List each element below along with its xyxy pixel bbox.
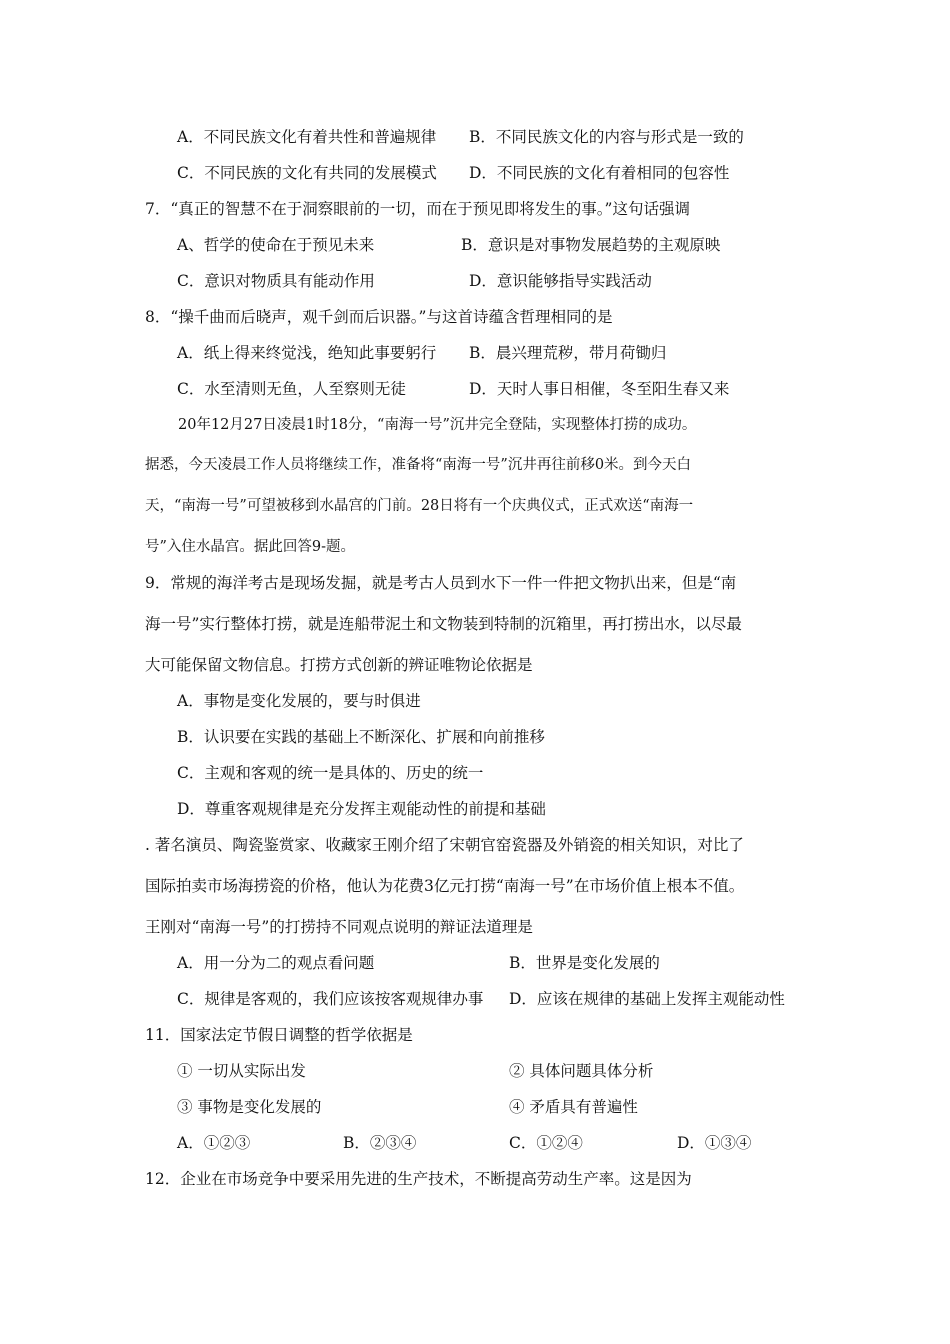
q11-statement-3: ③ 事物是变化发展的 bbox=[177, 1098, 322, 1116]
material-line-2: 据悉，今天凌晨工作人员将继续工作，准备将“南海一号”沉井再往前移0米。到今天白 bbox=[145, 457, 692, 473]
q11-option-c: C．①②④ bbox=[509, 1134, 583, 1152]
q11-statement-4: ④ 矛盾具有普遍性 bbox=[509, 1098, 638, 1116]
q12-stem: 12．企业在市场竞争中要采用先进的生产技术，不断提高劳动生产率。这是因为 bbox=[145, 1170, 692, 1188]
material-line-3: 天，“南海一号”可望被移到水晶宫的门前。28日将有一个庆典仪式，正式欢送“南海一 bbox=[145, 498, 694, 514]
q8-option-b: B．晨兴理荒秽，带月荷锄归 bbox=[469, 344, 667, 362]
material-line-1: 20年12月27日凌晨1时18分，“南海一号”沉井完全登陆，实现整体打捞的成功。 bbox=[178, 417, 697, 433]
q10-stem-line-2: 国际拍卖市场海捞瓷的价格，他认为花费3亿元打捞“南海一号”在市场价值上根本不值。 bbox=[145, 877, 745, 895]
q6-option-c: C．不同民族的文化有共同的发展模式 bbox=[177, 164, 437, 182]
q7-option-c: C．意识对物质具有能动作用 bbox=[177, 272, 375, 290]
q9-stem-line-1: 9．常规的海洋考古是现场发掘，就是考古人员到水下一件一件把文物扒出来，但是“南 bbox=[145, 574, 737, 592]
q7-option-b: B．意识是对事物发展趋势的主观原映 bbox=[461, 236, 721, 254]
q8-option-c: C．水至清则无鱼，人至察则无徒 bbox=[177, 380, 406, 398]
q8-option-a: A．纸上得来终觉浅，绝知此事要躬行 bbox=[177, 344, 437, 362]
q9-option-b: B．认识要在实践的基础上不断深化、扩展和向前推移 bbox=[177, 728, 545, 746]
q11-statement-2: ② 具体问题具体分析 bbox=[509, 1062, 654, 1080]
q8-stem: 8．“操千曲而后晓声，观千剑而后识器。”与这首诗蕴含哲理相同的是 bbox=[145, 308, 613, 326]
q11-option-b: B．②③④ bbox=[343, 1134, 417, 1152]
q10-option-c: C．规律是客观的，我们应该按客观规律办事 bbox=[177, 990, 484, 1008]
material-line-4: 号”入住水晶宫。据此回答9-题。 bbox=[145, 539, 356, 555]
q7-option-a: A、哲学的使命在于预见未来 bbox=[177, 236, 375, 254]
q11-statement-1: ① 一切从实际出发 bbox=[177, 1062, 306, 1080]
q6-option-b: B．不同民族文化的内容与形式是一致的 bbox=[469, 128, 744, 146]
q9-option-a: A．事物是变化发展的，要与时俱进 bbox=[177, 692, 421, 710]
q10-option-b: B．世界是变化发展的 bbox=[509, 954, 660, 972]
q10-stem-line-3: 王刚对“南海一号”的打捞持不同观点说明的辩证法道理是 bbox=[145, 918, 533, 936]
q9-option-d: D．尊重客观规律是充分发挥主观能动性的前提和基础 bbox=[177, 800, 546, 818]
q9-stem-line-3: 大可能保留文物信息。打捞方式创新的辨证唯物论依据是 bbox=[145, 656, 533, 674]
q10-option-d: D．应该在规律的基础上发挥主观能动性 bbox=[509, 990, 785, 1008]
q11-option-d: D．①③④ bbox=[677, 1134, 752, 1152]
q11-stem: 11．国家法定节假日调整的哲学依据是 bbox=[145, 1026, 413, 1044]
q10-option-a: A．用一分为二的观点看问题 bbox=[177, 954, 375, 972]
q6-option-a: A．不同民族文化有着共性和普遍规律 bbox=[177, 128, 437, 146]
q11-option-a: A．①②③ bbox=[177, 1134, 251, 1152]
q9-stem-line-2: 海一号”实行整体打捞，就是连船带泥土和文物装到特制的沉箱里，再打捞出水，以尽最 bbox=[145, 615, 742, 633]
q6-option-d: D．不同民族的文化有着相同的包容性 bbox=[469, 164, 730, 182]
q8-option-d: D．天时人事日相催，冬至阳生春又来 bbox=[469, 380, 730, 398]
q9-option-c: C．主观和客观的统一是具体的、历史的统一 bbox=[177, 764, 484, 782]
q7-option-d: D．意识能够指导实践活动 bbox=[469, 272, 652, 290]
q10-stem-line-1: . 著名演员、陶瓷鉴赏家、收藏家王刚介绍了宋朝官窑瓷器及外销瓷的相关知识，对比了 bbox=[145, 836, 744, 854]
q7-stem: 7．“真正的智慧不在于洞察眼前的一切，而在于预见即将发生的事。”这句话强调 bbox=[145, 200, 690, 218]
